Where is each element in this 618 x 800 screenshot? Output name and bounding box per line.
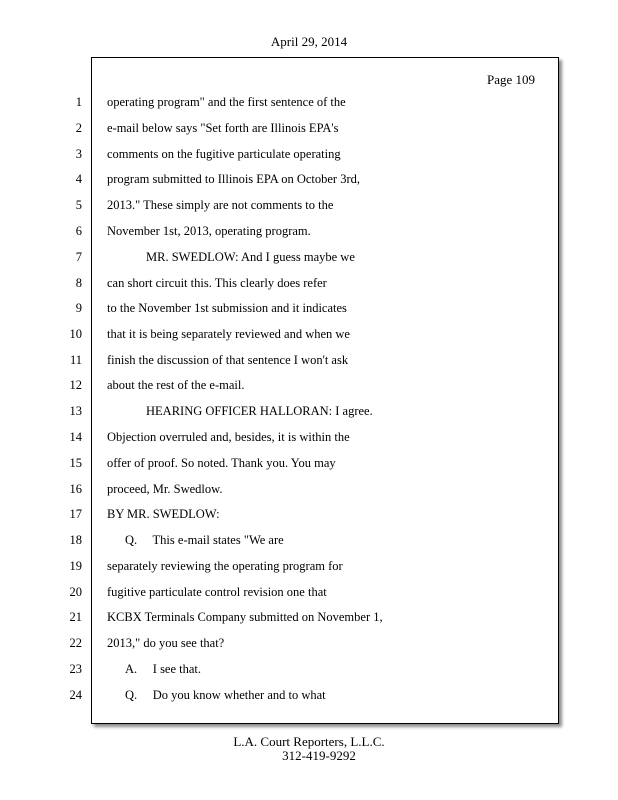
line-number: 5 bbox=[75, 198, 82, 212]
transcript-line: about the rest of the e-mail. bbox=[107, 378, 245, 392]
line-number: 11 bbox=[69, 353, 82, 367]
line-number: 14 bbox=[69, 430, 82, 444]
line-number: 4 bbox=[75, 172, 82, 186]
line-number: 22 bbox=[69, 636, 82, 650]
transcript-line: offer of proof. So noted. Thank you. You may bbox=[107, 456, 336, 470]
line-number: 19 bbox=[69, 559, 82, 573]
line-number: 12 bbox=[69, 378, 82, 392]
transcript-line: 2013." These simply are not comments to the bbox=[107, 198, 334, 212]
line-number: 1 bbox=[75, 95, 82, 109]
transcript-line: fugitive particulate control revision one that bbox=[107, 585, 327, 599]
transcript-line: to the November 1st submission and it indicates bbox=[107, 301, 347, 315]
transcript-line: that it is being separately reviewed and when we bbox=[107, 327, 350, 341]
transcript-line: KCBX Terminals Company submitted on November 1, bbox=[107, 610, 383, 624]
line-number: 9 bbox=[75, 301, 82, 315]
line-number: 7 bbox=[75, 250, 82, 264]
transcript-line: finish the discussion of that sentence I won't ask bbox=[107, 353, 349, 367]
line-number: 3 bbox=[75, 147, 82, 161]
line-number: 18 bbox=[69, 533, 82, 547]
transcript-line: A. I see that. bbox=[125, 662, 202, 676]
line-number: 16 bbox=[69, 482, 82, 496]
line-number: 10 bbox=[69, 327, 82, 341]
transcript-line: operating program" and the first sentence of the bbox=[107, 95, 346, 109]
transcript-line: Q. This e-mail states "We are bbox=[125, 533, 284, 547]
transcript-line: program submitted to Illinois EPA on October 3rd, bbox=[107, 172, 360, 186]
transcript-line: 2013," do you see that? bbox=[107, 636, 225, 650]
transcript-line: HEARING OFFICER HALLORAN: I agree. bbox=[146, 404, 373, 418]
transcript-line: November 1st, 2013, operating program. bbox=[107, 224, 311, 238]
line-number: 24 bbox=[69, 688, 82, 702]
line-number: 20 bbox=[69, 585, 82, 599]
line-number: 6 bbox=[75, 224, 82, 238]
line-number: 15 bbox=[69, 456, 82, 470]
page-number-label: Page 109 bbox=[487, 72, 536, 87]
transcript-line: Q. Do you know whether and to what bbox=[125, 688, 326, 702]
transcript-line: proceed, Mr. Swedlow. bbox=[107, 482, 223, 496]
line-number: 17 bbox=[69, 507, 82, 521]
footer-company: L.A. Court Reporters, L.L.C. bbox=[233, 734, 385, 749]
transcript-line: e-mail below says "Set forth are Illinois EPA's bbox=[107, 121, 339, 135]
transcript-line: comments on the fugitive particulate operating bbox=[107, 147, 341, 161]
footer-phone: 312-419-9292 bbox=[282, 748, 356, 763]
transcript-line: separately reviewing the operating program for bbox=[107, 559, 343, 573]
line-number: 21 bbox=[69, 610, 82, 624]
transcript-line: Objection overruled and, besides, it is within the bbox=[107, 430, 350, 444]
line-number: 8 bbox=[75, 276, 82, 290]
transcript-line: MR. SWEDLOW: And I guess maybe we bbox=[146, 250, 355, 264]
header-date: April 29, 2014 bbox=[270, 34, 348, 49]
line-number: 23 bbox=[69, 662, 82, 676]
transcript-line: BY MR. SWEDLOW: bbox=[107, 507, 220, 521]
line-number: 13 bbox=[69, 404, 82, 418]
line-number: 2 bbox=[75, 121, 82, 135]
transcript-line: can short circuit this. This clearly does refer bbox=[107, 276, 327, 290]
